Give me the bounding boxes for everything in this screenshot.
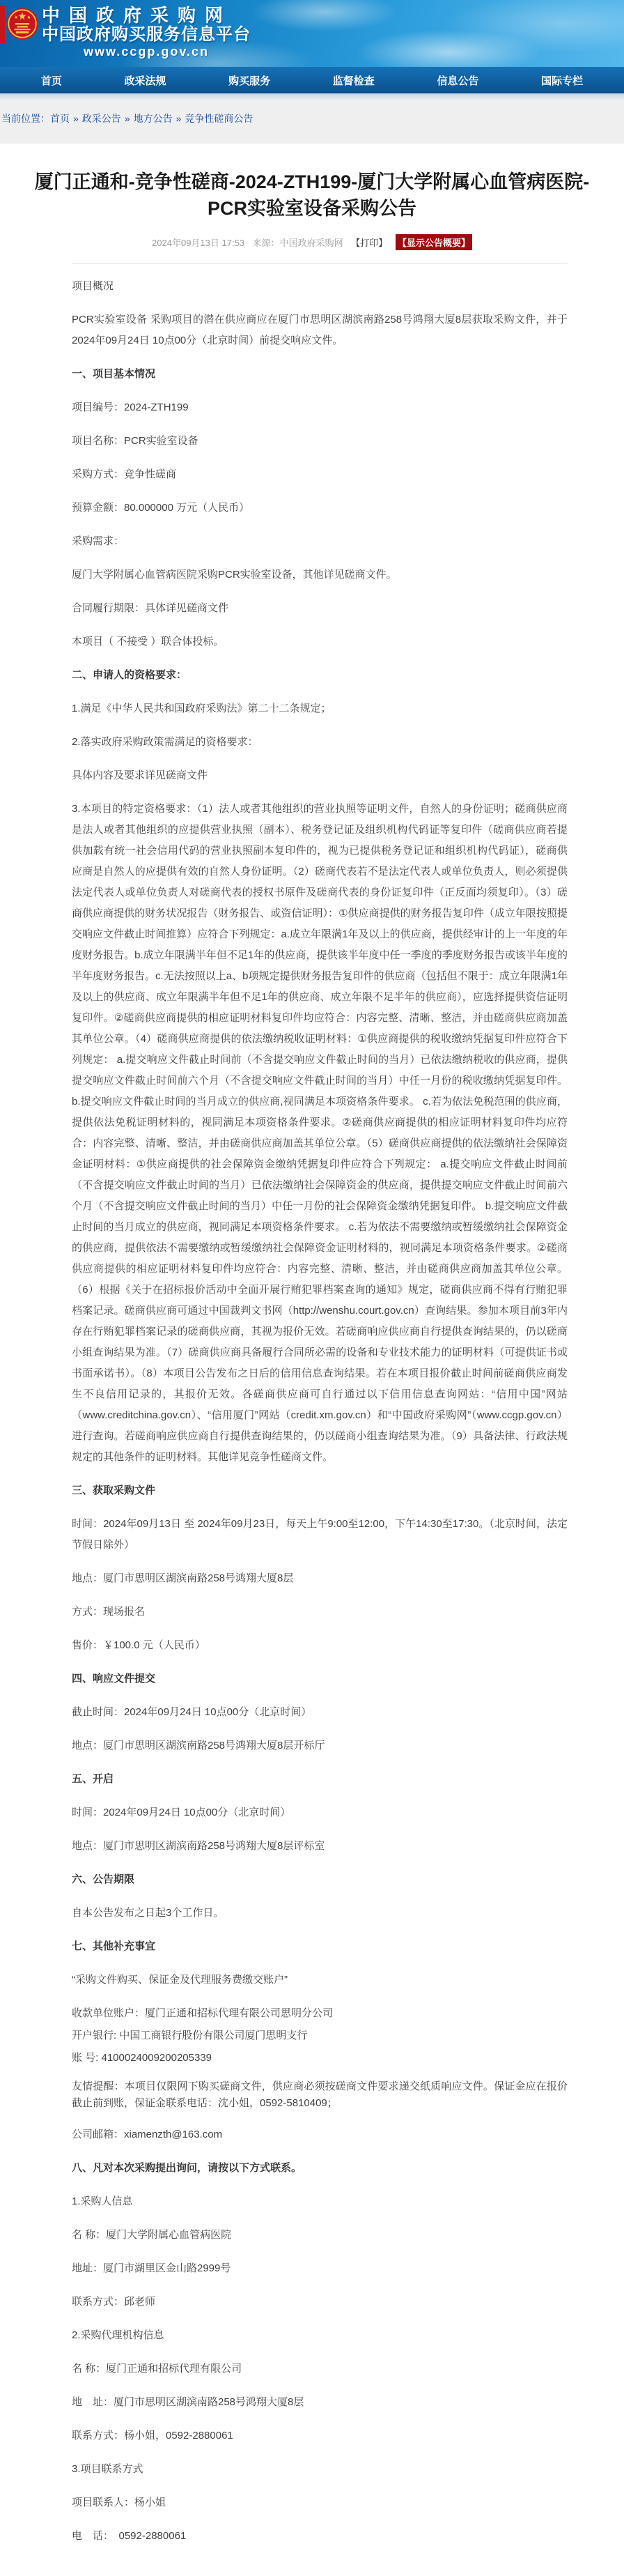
paragraph: 2.落实政府采购政策需满足的资格要求：: [72, 736, 258, 748]
section-heading: 六、公告期限: [72, 1873, 135, 1885]
breadcrumb-separator: »: [124, 113, 130, 124]
nav-item-3[interactable]: 监督检查: [332, 75, 375, 87]
section-heading: 四、响应文件提交: [72, 1673, 156, 1685]
breadcrumb-item-2[interactable]: 地方公告: [133, 113, 173, 124]
paragraph: 开户银行: 中国工商银行股份有限公司厦门思明支行: [72, 2030, 308, 2041]
paragraph: 地点：厦门市思明区湖滨南路258号鸿翔大厦8层评标室: [72, 1840, 325, 1852]
paragraph: 2.采购代理机构信息: [72, 2329, 164, 2341]
section-heading: 三、获取采购文件: [72, 1485, 156, 1496]
paragraph: 友情提醒：本项目仅限网下购买磋商文件，供应商必须按磋商文件要求递交纸质响应文件。保证金应在报价截止前到账，保证金联系电话：沈小姐，0592-5810409；: [72, 2080, 568, 2109]
paragraph: 1.满足《中华人民共和国政府采购法》第二十二条规定；: [72, 703, 332, 714]
paragraph: PCR实验室设备 采购项目的潜在供应商应在厦门市思明区湖滨南路258号鸿翔大厦8层获取采购文件，并于2024年09月24日 10点00分（北京时间）前提交响应文件。: [72, 314, 568, 346]
breadcrumb-prefix: 当前位置：: [1, 113, 50, 124]
paragraph: 账 号: 4100024009200205339: [72, 2052, 212, 2064]
nav-fade-strip: [0, 93, 624, 100]
breadcrumb-separator: »: [176, 113, 182, 124]
paragraph: 本项目（ 不接受 ）联合体投标。: [72, 636, 224, 647]
site-branding: [42, 6, 251, 59]
section-heading: 八、凡对本次采购提出询问，请按以下方式联系。: [72, 2162, 302, 2174]
paragraph: 时间：2024年09月13日 至 2024年09月23日，每天上午9:00至12:00，下午14:30至17:30。（北京时间，法定节假日除外）: [72, 1518, 568, 1551]
announcement-article: [0, 169, 624, 2576]
source-label: 来源：中国政府采购网: [252, 238, 343, 248]
paragraph: 合同履行期限：具体详见磋商文件: [72, 602, 229, 614]
paragraph: 方式：现场报名: [72, 1606, 146, 1618]
site-subtitle: 中国政府购买服务信息平台: [42, 25, 251, 44]
publish-datetime: 2024年09月13日 17:53: [152, 238, 245, 248]
paragraph: 1.采购人信息: [72, 2195, 133, 2207]
section-heading: 七、其他补充事宜: [72, 1940, 156, 1952]
national-emblem-icon[interactable]: [6, 6, 38, 41]
paragraph: “采购文件购买、保证金及代理服务费缴交账户”: [72, 1974, 288, 1986]
article-body: [72, 276, 568, 2547]
paragraph: 地 址：厦门市思明区湖滨南路258号鸿翔大厦8层: [72, 2396, 304, 2408]
paragraph: 截止时间：2024年09月24日 10点00分（北京时间）: [72, 1706, 312, 1718]
nav-item-1[interactable]: 政采法规: [124, 75, 166, 87]
paragraph: 厦门大学附属心血管病医院采购PCR实验室设备，其他详见磋商文件。: [72, 569, 397, 581]
paragraph: 自本公告发布之日起3个工作日。: [72, 1907, 224, 1919]
show-summary-button[interactable]: 【显示公告概要】: [396, 234, 472, 250]
paragraph: 项目概况: [72, 280, 114, 292]
paragraph: 具体内容及要求详见磋商文件: [72, 769, 208, 781]
breadcrumb-separator: »: [73, 113, 79, 124]
paragraph: 项目联系人：杨小姐: [72, 2497, 166, 2508]
paragraph: 时间：2024年09月24日 10点00分（北京时间）: [72, 1807, 291, 1818]
section-heading: 五、开启: [72, 1773, 114, 1785]
nav-item-4[interactable]: 信息公告: [437, 75, 479, 87]
nav-item-2[interactable]: 购买服务: [228, 75, 271, 87]
breadcrumb: [0, 100, 624, 144]
main-nav: [0, 67, 624, 93]
paragraph: 地址：厦门市湖里区金山路2999号: [72, 2262, 231, 2274]
breadcrumb-item-1[interactable]: 政采公告: [81, 113, 121, 124]
paragraph: 联系方式：邱老师: [72, 2296, 156, 2308]
paragraph: 电 话： 0592-2880061: [72, 2530, 187, 2542]
paragraph: 采购需求：: [72, 535, 125, 547]
print-button[interactable]: 【打印】: [351, 238, 388, 248]
paragraph: 地点：厦门市思明区湖滨南路258号鸿翔大厦8层开标厅: [72, 1740, 325, 1751]
paragraph: 收款单位账户：厦门正通和招标代理有限公司思明分公司: [72, 2007, 334, 2019]
nav-item-5[interactable]: 国际专栏: [541, 75, 584, 87]
paragraph: 公司邮箱：xiamenzth@163.com: [72, 2129, 223, 2140]
breadcrumb-item-3[interactable]: 竞争性磋商公告: [185, 113, 254, 124]
article-meta: [0, 234, 624, 250]
paragraph: 预算金额：80.000000 万元（人民币）: [72, 502, 250, 514]
paragraph: 项目名称：PCR实验室设备: [72, 435, 198, 447]
nav-item-0[interactable]: 首页: [40, 75, 62, 87]
paragraph: 地点：厦门市思明区湖滨南路258号鸿翔大厦8层: [72, 1572, 294, 1584]
red-edge-strip: [0, 6, 5, 43]
paragraph: 项目编号：2024-ZTH199: [72, 401, 189, 413]
paragraph: 名 称：厦门大学附属心血管病医院: [72, 2229, 232, 2241]
breadcrumb-item-0[interactable]: 首页: [50, 113, 70, 124]
paragraph: 名 称：厦门正通和招标代理有限公司: [72, 2363, 242, 2375]
section-heading: 一、项目基本情况: [72, 368, 156, 380]
paragraph: 采购方式：竞争性磋商: [72, 468, 177, 480]
paragraph: 3.项目联系方式: [72, 2463, 143, 2475]
site-url: www.ccgp.gov.cn: [83, 45, 210, 59]
paragraph: 联系方式：杨小姐，0592-2880061: [72, 2430, 233, 2441]
section-heading: 二、申请人的资格要求：: [72, 669, 187, 681]
paragraph: 3.本项目的特定资格要求：（1）法人或者其他组织的营业执照等证明文件，自然人的身份证明；磋商供应商是法人或者其他组织的应提供营业执照（副本）、税务登记证及组织机构代码证等复印件（磋商供应商若提供加载有统一社会信用代码的营业执照副本复印件的，视为已提供税务登记证和组织机构代码证），磋商供应商是自然人的应提供有效的自然人身份证明。（2）磋商代表若不是法定代表人或单位负责人，则必须提供法定代表人或单位负责人对磋商代表的授权书原件及磋商代表的身份证复印件（正反面均须复印）。（3）磋商供应商提供的财务状况报告（财务报告、或资信证明）：①供应商提供的财务报告复印件（成立年限按照提交响应文件截止时间推算）应符合下列规定：a.成立年限满1年及以上的供应商，提供经审计的上一年度的年度财务报告。b.成立年限满半年但不足1年的供应商，提供该半年度中任一季度的季度财务报告或该半年度的半年度财务报告。c.无法按照以上a、b项规定提供财务报告复印件的供应商（包括但不限于：成立年限满1年及以上的供应商、成立年限满半年但不足1年的供应商、成立年限不足半年的供应商），应选择提供资信证明复印件。②磋商供应商提供的相应证明材料复印件均应符合：内容完整、清晰、整洁，并由磋商供应商加盖其单位公章。（4）磋商供应商提供的依法缴纳税收证明材料：①供应商提供的税收缴纳凭据复印件应符合下列规定： a.提交响应文件截止时间前（不含提交响应文件截止时间的当月）已依法缴纳税收的供应商，提供提交响应文件截止时间前六个月（不含提交响应文件截止时间的当月）中任一月份的税收缴纳凭据复印件。 b.提交响应文件截止时间的当月成立的供应商,视同满足本项资格条件要求。 c.若为依法免税范围的供应商，提供依法免税证明材料的，视同满足本项资格条件要求。②磋商供应商提供的相应证明材料复印件均应符合：内容完整、清晰、整洁，并由磋商供应商加盖其单位公章。（5）磋商供应商提供的依法缴纳社会保障资金证明材料：①供应商提供的社会保障资金缴纳凭据复印件应符合下列规定： a.提交响应文件截止时间前（不含提交响应文件截止时间的当月）已依法缴纳社会保障资金的供应商，提供提交响应文件截止时间前六个月（不含提交响应文件截止时间的当月）中任一月份的社会保障资金缴纳凭据复印件。 b.提交响应文件截止时间的当月成立的供应商，视同满足本项资格条件要求。 c.若为依法不需要缴纳或暂缓缴纳社会保障资金的供应商，提供依法不需要缴纳或暂缓缴纳社会保障资金证明材料的，视同满足本项资格条件要求。②磋商供应商提供的相应证明材料复印件均应符合：内容完整、清晰、整洁，并由磋商供应商加盖其单位公章。（6）根据《关于在招标报价活动中全面开展行贿犯罪档案查询的通知》规定，磋商供应商不得有行贿犯罪档案记录。磋商供应商可通过中国裁判文书网（http://wenshu.court.gov.cn）查询结果。参加本项目前3年内存在行贿犯罪档案记录的磋商供应商，其视为报价无效。若磋商响应供应商自行提供查询结果的，仍以磋商小组查询结果为准。（7）磋商供应商具备履行合同所必需的设备和专业技术能力的证明材料（可提供证书或书面承诺书）。（8）本项目公告发布之日后的信用信息查询结果。若在本项目报价截止时间前磋商供应商发生不良信用记录的，其报价无效。各磋商供应商可自行通过以下信用信息查询网站：“信用中国”网站（www.creditchina.gov.cn）、“信用厦门”网站（credit.xm.gov.cn）和“中国政府采购网”（www.ccgp.gov.cn）进行查询。若磋商响应供应商自行提供查询结果的，仍以磋商小组查询结果为准。（9）具备法律、行政法规规定的其他条件的证明材料。其他详见竞争性磋商文件。: [72, 803, 568, 1463]
paragraph: 售价：￥100.0 元（人民币）: [72, 1639, 205, 1651]
page-title: 厦门正通和-竞争性磋商-2024-ZTH199-厦门大学附属心血管病医院-PCR实验室设备采购公告: [34, 171, 590, 219]
site-title: 中国政府采购网: [42, 5, 233, 26]
site-header: [0, 0, 624, 67]
